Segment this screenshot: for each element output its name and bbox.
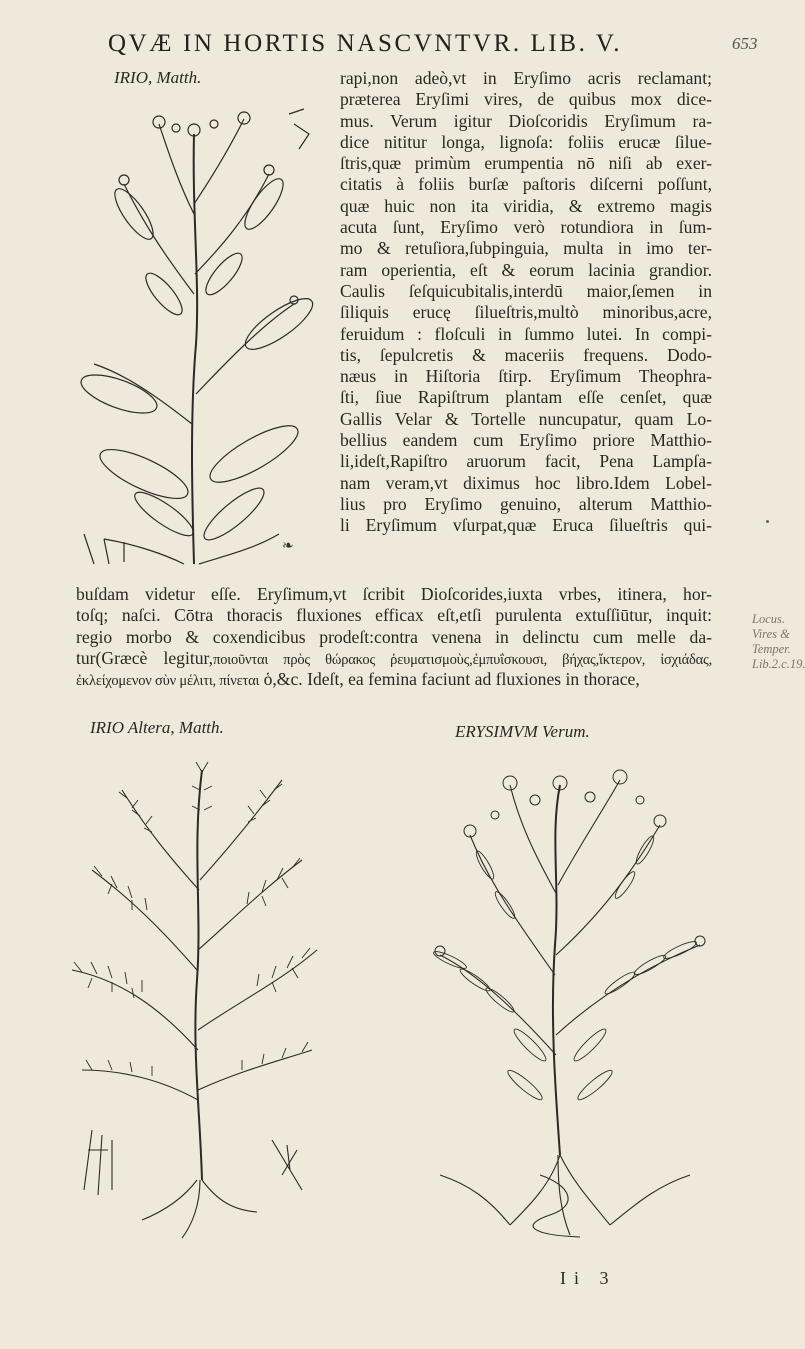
text-line: ſtris,quæ primùm erumpentia nō niſi ab exer-	[340, 153, 712, 174]
text-line: mo & retuſiora,ſubpinguia, multa in imo ter-	[340, 238, 712, 259]
irio-plant-illustration	[64, 94, 326, 572]
text-line: toſq; naſci. Cōtra thoracis fluxiones efficax eſt,etſi purulenta extuſſiūtur, inquit:	[76, 605, 712, 626]
margin-note-line: Temper.	[752, 642, 791, 656]
caption-irio: IRIO, Matth.	[114, 68, 202, 87]
text-line: ram operientia, eſt & eorum lacinia grandior.	[340, 259, 712, 280]
text-line: quæ huic non ita viridia, & extremo magis	[340, 195, 712, 216]
margin-note	[752, 612, 805, 672]
text-line: feruidum : floſculi in ſummo lutei. In compi-	[340, 323, 712, 344]
margin-dot	[766, 520, 769, 523]
text-line: ſiliquis erucę ſilueſtris,multò minoribus,acre,	[340, 302, 712, 323]
irio-altera-plant-illustration	[52, 750, 328, 1242]
page-number: 653	[732, 34, 758, 53]
text-line: Gallis Velar & Tortelle nuncupatur, quam Lo-	[340, 408, 712, 429]
text-line-mixed	[76, 648, 712, 669]
running-head: QVÆ IN HORTIS NASCVNTVR. LIB. V.	[108, 30, 623, 57]
margin-note-line: Locus.	[752, 612, 785, 626]
column-text	[340, 68, 712, 537]
margin-note-line: Vires &	[752, 627, 790, 641]
text-line: nam veram,vt diximus hoc libro.Idem Lobel-	[340, 472, 712, 493]
text-line: Caulis ſeſquicubitalis,interdū maior,ſemen in	[340, 280, 712, 301]
text-line: bellius eandem cum Eryſimo priore Matthio-	[340, 430, 712, 451]
margin-note-line: Lib.2.c.19.	[752, 657, 805, 671]
text-line: li,ideſt,Rapiſtro aruorum facit, Pena Lampſa-	[340, 451, 712, 472]
erysimum-verum-plant-illustration	[410, 755, 726, 1240]
text-line: citatis à foliis burſæ paſtoris diſcerni poſſunt,	[340, 174, 712, 195]
ornament-mark-icon: ❧	[282, 539, 294, 554]
text-line: li Eryſimum vſurpat,quæ Eruca ſilueſtris qui-	[340, 515, 712, 536]
latin-fragment: ὁ,&c. Ideſt, ea femina faciunt ad fluxiones in thorace,	[259, 669, 640, 690]
latin-fragment: tur(Græcè legitur,	[76, 647, 214, 668]
text-line: ſti, ſiue Rapiſtrum plantam eſſe cenſet, quæ	[340, 387, 712, 408]
text-line: buſdam videtur eſſe. Eryſimum,vt ſcribit Dioſcorides,iuxta vrbes, itinera, hor-	[76, 584, 712, 604]
text-line: tis, ſepulcretis & maceriis frequens. Dodo-	[340, 344, 712, 365]
text-line: regio morbo & coxendicibus prodeſt:contra venena in delinctu cum melle da-	[76, 626, 712, 647]
greek-fragment: ἐκλείχομενον σὺν μέλιτι, πίνεται	[76, 673, 260, 690]
text-line: præterea Eryſimi vires, de quibus mox dice-	[340, 89, 712, 110]
greek-fragment: ποιοῦνται πρὸς θώρακος ῥευματισμοὺς,ἐμπυΐσκουσι, βήχας,ἴκτερον, ἰσχιάδας,	[213, 651, 712, 668]
caption-erysimum-verum: ERYSIMVM Verum.	[455, 722, 590, 741]
text-line: acuta ſunt, Eryſimo verò rotundiora in ſum-	[340, 217, 712, 238]
text-line: mus. Verum igitur Dioſcoridis Eryſimum ra-	[340, 110, 712, 131]
signature-mark: Ii 3	[560, 1268, 617, 1288]
full-width-text	[76, 584, 712, 690]
text-line: rapi,non adeò,vt in Eryſimo acris reclamant;	[340, 68, 712, 88]
caption-irio-altera: IRIO Altera, Matth.	[90, 718, 224, 737]
text-line: lius pro Eryſimo genuino, alterum Matthio-	[340, 493, 712, 514]
text-line: dice nititur longa, lignoſa: foliis erucæ ſilue-	[340, 131, 712, 152]
text-line: næus in Hiſtoria ſtirp. Eryſimum Theophra-	[340, 366, 712, 387]
text-line-mixed	[76, 669, 712, 690]
